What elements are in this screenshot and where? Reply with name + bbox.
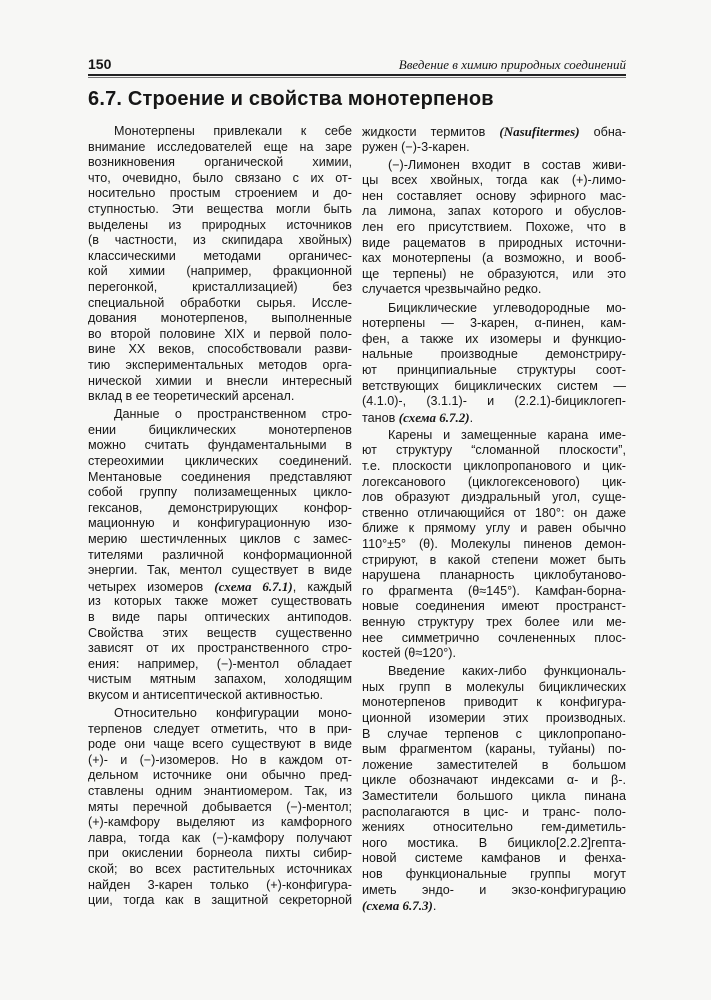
scheme-reference: (схема 6.7.1) (214, 578, 293, 594)
text-line: располагаются в цис- и транс- поло- (362, 804, 626, 819)
text-line: цы всех хвойных, тогда как (+)-лимо- (362, 173, 626, 188)
header-rule (88, 74, 626, 76)
text-line: ставлены одним энантиомером. Так, из (88, 783, 352, 798)
text-line: ных групп в молекулы бициклических (362, 679, 626, 694)
text-line: нен составляет основу эфирного мас- (362, 188, 626, 203)
text-line: найден 3-карен только (+)-конфигура- (88, 877, 352, 892)
text-line: лавра, тогда как (−)-камфору получают (88, 830, 352, 845)
text-line: го фрагмента (θ≈145°). Камфан-борна- (362, 583, 626, 598)
text-line: виде рацематов в природных источни- (362, 235, 626, 250)
text-line: ного мостика. В бицикло[2.2.2]гепта- (362, 835, 626, 850)
scheme-reference: (схема 6.7.3) (362, 898, 433, 914)
paragraph (362, 158, 626, 298)
text-line: мяты перечной добывается (−)-ментол; (88, 799, 352, 814)
scheme-reference: (схема 6.7.2) (398, 409, 470, 425)
text-line: ственно отличающийся от 180°: он даже (362, 505, 626, 520)
text-line: Введение каких-либо функциональ- (388, 664, 626, 679)
text-line: ложение заместителей в большом (362, 757, 626, 772)
text-line: (+)-камфору выделяют из камфорного (88, 815, 352, 830)
paragraph (362, 428, 626, 662)
text-line: нической химии и внесли интересный (88, 373, 352, 388)
text-line: энергии. Так, ментол существует в виде (88, 563, 352, 578)
text-line: выделены из природных источников (88, 217, 352, 232)
text-line: Относительно конфигурации моно- (114, 705, 352, 720)
text-line: терпенов следует отметить, что в при- (88, 721, 352, 736)
text-line: собой группу полизамещенных цикло- (88, 485, 352, 500)
text-segment: обна- (579, 125, 626, 139)
text-line: нотерпены — 3-карен, α-пинен, кам- (362, 316, 626, 331)
text-line: Данные о пространственном стро- (114, 407, 352, 422)
text-line: (−)-Лимонен входит в состав живи- (388, 157, 626, 172)
text-line (362, 124, 626, 140)
text-line: ционной изомерии этих производных. (362, 710, 626, 725)
text-line: из которых также может существовать (88, 594, 352, 609)
text-line: кой химии (например, фракционной (88, 264, 352, 279)
text-line: лов образуют диэдральный угол, суще- (362, 490, 626, 505)
text-line: ении бициклических монотерпенов (88, 422, 352, 437)
text-segment: танов (362, 410, 399, 425)
text-line: иметь эндо- и экзо-конфигурацию (362, 882, 626, 897)
text-line: мационную и конфигурационную изо- (88, 516, 352, 531)
text-line: во второй половине XIX и первой поло- (88, 326, 352, 341)
text-line: логексанового (циклогексенового) цик- (362, 474, 626, 489)
text-line: нальные производные демонстриру- (362, 347, 626, 362)
text-line: ции, тогда как в защитной секреторной (88, 893, 352, 908)
text-line: ветствующих бициклических систем — (362, 378, 626, 393)
text-line (88, 579, 352, 595)
text-line: вкусом и антисептической активностью. (88, 687, 324, 702)
text-line: цикле обозначают индексами α- и β-. (362, 773, 626, 788)
text-column-left (88, 124, 352, 911)
text-line: ют структуру “сломанной плоскости”, (362, 443, 626, 458)
text-segment: . (432, 899, 437, 914)
text-line: ла лимона, запах которого и обуслов- (362, 204, 626, 219)
scheme-reference: (Nasufitermes) (499, 124, 580, 139)
page-number: 150 (88, 56, 112, 72)
text-line: ближе к прямому углу и равен обычно (362, 521, 626, 536)
text-line: жениях относительно гем-диметиль- (362, 820, 626, 835)
text-segment: , каждый (292, 579, 352, 594)
paragraph (88, 407, 352, 703)
header-rule-thin (88, 77, 626, 78)
text-line: возникновения органической химии, (88, 155, 352, 170)
text-line: чистым мятным запахом, холодящим (88, 672, 352, 687)
page-header (88, 56, 626, 72)
text-line: зависят от их пространственного стро- (88, 641, 352, 656)
text-line: Карены и замещенные карана име- (388, 427, 626, 442)
text-line: ках монотерпены (а возможно, и вооб- (362, 251, 626, 266)
text-line: костей (θ≈120°). (362, 646, 456, 661)
text-line: вым фрагментом (караны, туйаны) по- (362, 742, 626, 757)
paragraph (362, 301, 626, 426)
text-line: ступностью. Эти вещества могли быть (88, 201, 352, 216)
text-line: монотерпенов приводит к конфигура- (362, 695, 626, 710)
text-line: В случае терпенов с циклопропано- (362, 726, 626, 741)
text-column-right (362, 124, 626, 916)
text-segment: четырех изомеров (88, 579, 215, 594)
section-title: 6.7. Строение и свойства монотерпенов (88, 88, 494, 110)
text-segment: . (469, 410, 474, 425)
text-line: в виде пары оптических антиподов. (88, 609, 352, 624)
text-line: Ментановые соединения представляют (88, 469, 352, 484)
text-line: т.е. плоскости циклопропанового и цик- (362, 458, 626, 473)
text-line: стереохимии циклических соединений. (88, 453, 352, 468)
text-line: можно считать фундаментальными в (88, 438, 352, 453)
text-line: ской; во всех растительных источниках (88, 861, 352, 876)
text-line: ют принципиальные структуры соот- (362, 362, 626, 377)
paragraph (88, 124, 352, 405)
text-line: (в частности, из скипидара хвойных) (88, 233, 352, 248)
text-line: Бициклические углеводородные мо- (388, 300, 626, 315)
text-line: перегонкой, кристаллизацией) без (88, 279, 352, 294)
text-line: специальной обработки сырья. Иссле- (88, 295, 352, 310)
text-line: случается чрезвычайно редко. (362, 282, 542, 297)
text-line: новой системе камфанов и фенха- (362, 851, 626, 866)
text-line: дельном источнике они обычно пред- (88, 768, 352, 783)
text-line: что, очевидно, было связано с их от- (88, 170, 352, 185)
text-line: лен его присутствием. Похоже, что в (362, 220, 626, 235)
paragraph (362, 664, 626, 914)
running-title: Введение в химию природных соединений (398, 57, 626, 72)
text-line: дования монотерпенов, выполненные (88, 311, 352, 326)
text-line: тию экспериментальных методов орга- (88, 357, 352, 372)
text-line: 110°±5° (θ). Молекулы пиненов демон- (362, 536, 626, 551)
text-line (362, 898, 626, 914)
text-line: венную структуру трех более или ме- (362, 614, 626, 629)
text-line: нарушена планарность циклобутаново- (362, 568, 626, 583)
text-line: внимание исследователей еще на заре (88, 139, 352, 154)
text-line: при окислении борнеола пихты сибир- (88, 846, 352, 861)
text-line: Монотерпены привлекали к себе (114, 124, 352, 138)
text-line: вклад в ее теоретический арсенал. (88, 389, 295, 404)
text-line: ружен (−)-3-карен. (362, 139, 470, 154)
text-line: (4.1.0)-, (3.1.1)- и (2.2.1)-бициклогеп- (362, 394, 626, 409)
text-line: Заместители большого цикла пинана (362, 788, 626, 803)
text-line: тителями различной конформационной (88, 547, 352, 562)
text-line: ще терпены) не образуются, или это (362, 266, 626, 281)
text-line: роде они чаще всего существуют в виде (88, 737, 352, 752)
text-line: классическими методами органичес- (88, 248, 352, 263)
text-line: вине XX веков, способствовали разви- (88, 342, 352, 357)
text-line: мерию шестичленных циклов с замес- (88, 531, 352, 546)
text-line: стрируют, в какой степени может быть (362, 552, 626, 567)
text-line: (+)- и (−)-изомеров. Но в каждом от- (88, 752, 352, 767)
text-line: фен, а также их изомеры и функцио- (362, 331, 626, 346)
text-line: нее симметрично сочлененных плос- (362, 630, 626, 645)
text-segment: жидкости термитов (362, 125, 500, 139)
text-line: гексанов, демонстрирующих конфор- (88, 500, 352, 515)
paragraph (88, 706, 352, 909)
text-line: ения: например, (−)-ментол обладает (88, 656, 352, 671)
text-line: носительно простым строением и до- (88, 186, 352, 201)
text-line: новые соединения имеют пространст- (362, 599, 626, 614)
text-line (362, 410, 626, 426)
paragraph (362, 124, 626, 155)
text-line: нов функциональные группы могут (362, 866, 626, 881)
text-line: Свойства этих веществ существенно (88, 625, 352, 640)
